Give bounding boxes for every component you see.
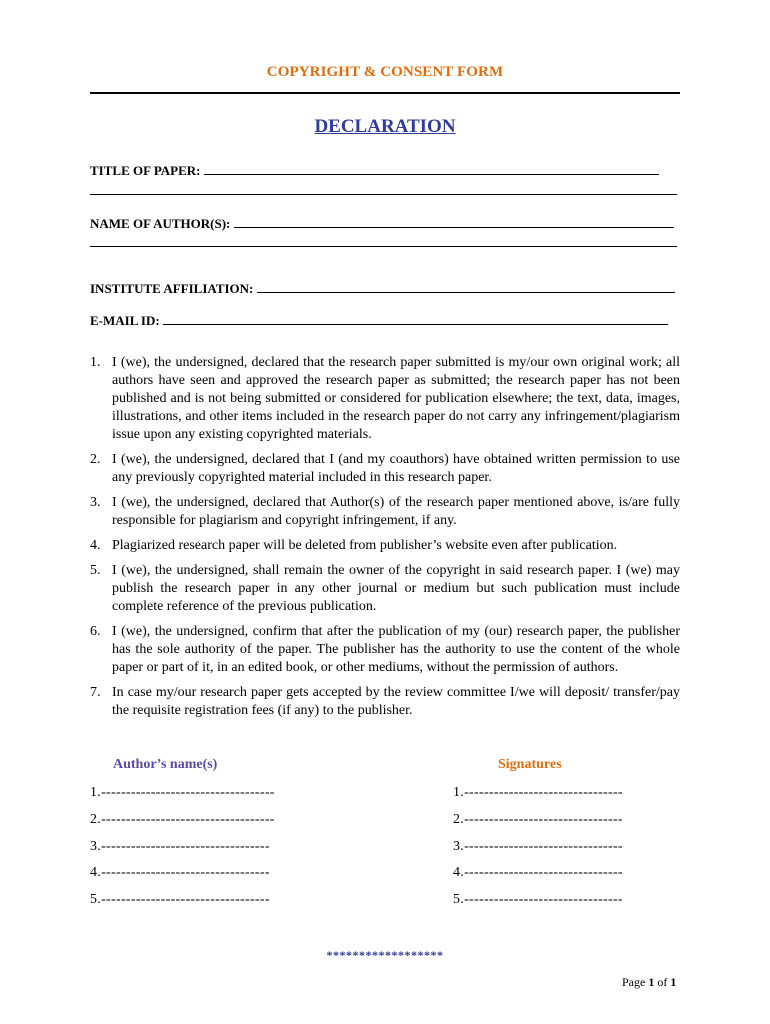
page-current: 1 xyxy=(648,975,655,989)
declaration-number: 6. xyxy=(90,624,101,639)
author-name-line-2[interactable]: 2.----------------------------------- xyxy=(90,812,275,827)
title-rule xyxy=(90,92,680,94)
title-of-paper-label: TITLE OF PAPER: xyxy=(90,163,201,178)
signature-line-1[interactable]: 1.-------------------------------- xyxy=(453,785,623,800)
declaration-number: 1. xyxy=(90,355,101,370)
institute-affiliation-line[interactable] xyxy=(257,280,675,293)
declaration-number: 7. xyxy=(90,685,101,700)
name-of-authors-field xyxy=(90,215,674,232)
footer-stars: ****************** xyxy=(326,948,444,962)
institute-affiliation-field xyxy=(90,280,675,297)
declaration-text: Plagiarized research paper will be deleted from publisher’s website even after publication. xyxy=(112,538,618,553)
declaration-item xyxy=(90,354,680,444)
declaration-list xyxy=(90,354,680,727)
declaration-item xyxy=(90,562,680,616)
page-of: of xyxy=(654,975,671,989)
declaration-item xyxy=(90,451,680,487)
declaration-item xyxy=(90,494,680,530)
declaration-item xyxy=(90,623,680,677)
declaration-number: 2. xyxy=(90,452,101,467)
name-of-authors-line-2[interactable] xyxy=(90,246,677,247)
declaration-number: 5. xyxy=(90,563,101,578)
declaration-text: I (we), the undersigned, declared that the research paper submitted is my/our own original work; all authors have seen and approved the research paper as submitted; the research paper has not been published and is not being submitted or considered for publication elsewhere; the text, data, images, illustrations, and other items included in the research paper do not carry any infringement/plagiarism issue upon any existing copyrighted materials. xyxy=(112,355,680,442)
declaration-item xyxy=(90,537,680,555)
declaration-number: 3. xyxy=(90,495,101,510)
name-of-authors-label: NAME OF AUTHOR(S): xyxy=(90,216,231,231)
author-name-line-4[interactable]: 4.---------------------------------- xyxy=(90,865,270,880)
email-field xyxy=(90,312,668,329)
signature-line-4[interactable]: 4.-------------------------------- xyxy=(453,865,623,880)
institute-affiliation-label: INSTITUTE AFFILIATION: xyxy=(90,281,254,296)
title-of-paper-field xyxy=(90,162,659,179)
declaration-text: I (we), the undersigned, declared that Author(s) of the research paper mentioned above, is/are fully responsible for plagiarism and copyright infringement, if any. xyxy=(112,495,680,528)
declaration-text: In case my/our research paper gets accepted by the review committee I/we will deposit/ transfer/pay the requisite registration fees (if any) to the publisher. xyxy=(112,685,680,718)
declaration-text: I (we), the undersigned, shall remain the owner of the copyright in said research paper. I (we) may publish the research paper in any other journal or medium but such publication must include complete reference of the previous publication. xyxy=(112,563,680,614)
declaration-heading: DECLARATION xyxy=(314,116,456,137)
signature-line-2[interactable]: 2.-------------------------------- xyxy=(453,812,623,827)
author-name-line-5[interactable]: 5.---------------------------------- xyxy=(90,892,270,907)
declaration-item xyxy=(90,684,680,720)
page-total: 1 xyxy=(670,975,677,989)
signature-line-3[interactable]: 3.-------------------------------- xyxy=(453,839,623,854)
author-name-line-1[interactable]: 1.----------------------------------- xyxy=(90,785,275,800)
authors-heading: Author’s name(s) xyxy=(113,757,218,772)
signatures-heading: Signatures xyxy=(498,757,562,772)
author-name-line-3[interactable]: 3.---------------------------------- xyxy=(90,839,270,854)
name-of-authors-line[interactable] xyxy=(234,215,674,228)
page-prefix: Page xyxy=(622,975,649,989)
form-title: COPYRIGHT & CONSENT FORM xyxy=(266,64,504,80)
declaration-text: I (we), the undersigned, confirm that after the publication of my (our) research paper, the publisher has the sole authority of the paper. The publisher has the authority to use the content of the whole paper or part of it, in an edited book, or other mediums, without the permission of authors. xyxy=(112,624,680,675)
declaration-number: 4. xyxy=(90,538,101,553)
declaration-text: I (we), the undersigned, declared that I (and my coauthors) have obtained written permission to use any previously copyrighted material included in this research paper. xyxy=(112,452,680,485)
email-label: E-MAIL ID: xyxy=(90,313,160,328)
title-of-paper-line[interactable] xyxy=(204,162,659,175)
signature-line-5[interactable]: 5.-------------------------------- xyxy=(453,892,623,907)
page-number xyxy=(622,975,676,990)
title-of-paper-line-2[interactable] xyxy=(90,194,677,195)
email-line[interactable] xyxy=(163,312,668,325)
